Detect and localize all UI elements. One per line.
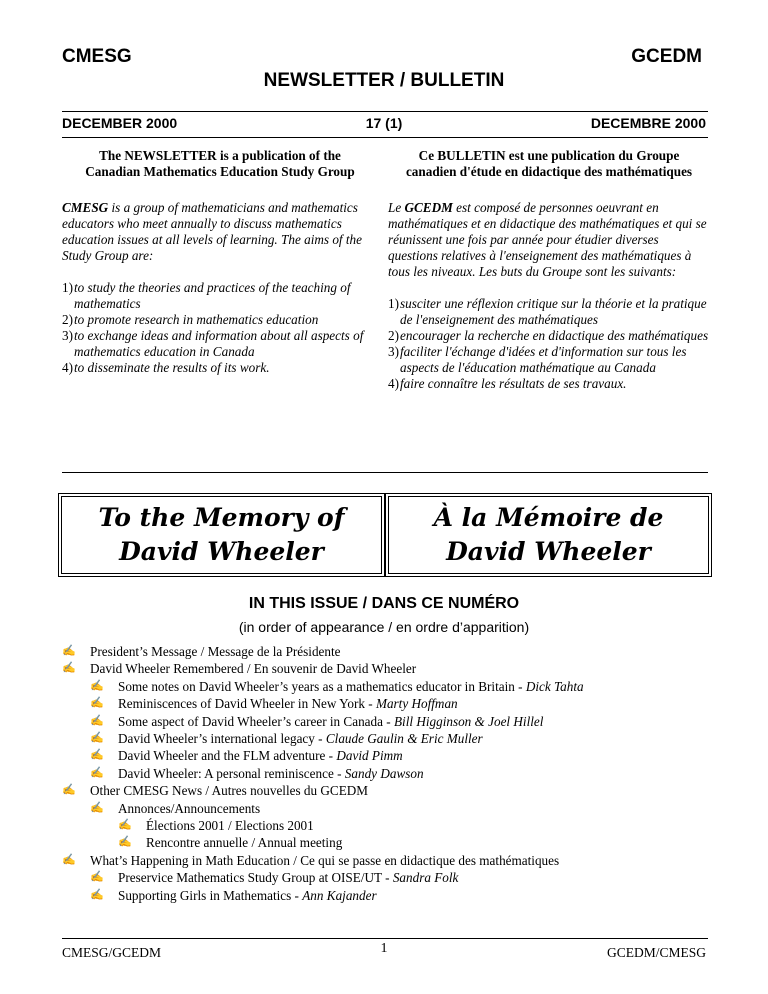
- toc-item-text: What’s Happening in Math Education / Ce qui se passe en didactique des mathématiques: [90, 852, 560, 868]
- english-aim-text: to promote research in mathematics education: [74, 312, 319, 327]
- divider-columns: [62, 472, 708, 473]
- french-intro-text: est composé de personnes oeuvrant en mathématiques et en didactique des mathématiques et qui se réunissent une fois par année pour étudier diverses questions relatives à l'enseignement des mathématiques à tous les niveaux. Les buts du Groupe sont les suivants:: [388, 200, 707, 279]
- french-intro-article: Le: [388, 200, 405, 215]
- toc-item-text: Other CMESG News / Autres nouvelles du GCEDM: [90, 783, 369, 799]
- header-left-acronym: CMESG: [62, 46, 132, 67]
- toc-item-text: Supporting Girls in Mathematics -: [118, 887, 303, 903]
- toc-item: [62, 869, 742, 886]
- toc-item: [62, 643, 742, 660]
- french-heading: [388, 148, 710, 180]
- english-aim: [62, 360, 378, 376]
- english-heading: [62, 148, 378, 180]
- writing-hand-icon: ✍: [90, 732, 104, 745]
- memorial-box-french: [385, 493, 712, 577]
- divider-top: [62, 111, 708, 112]
- english-intro-text: is a group of mathematicians and mathematics educators who meet annually to discuss mathematics education issues at all levels of learning. The aims of the Study Group are:: [62, 200, 362, 263]
- toc-item-text: President’s Message / Message de la Présidente: [90, 644, 341, 659]
- toc-item-text: Preservice Mathematics Study Group at OISE/UT -: [118, 870, 393, 886]
- in-this-issue-subheading: (in order of appearance / en ordre d’apparition): [238, 619, 530, 635]
- english-intro: [62, 200, 378, 264]
- divider-footer: [62, 938, 708, 939]
- french-aim: [388, 376, 710, 392]
- french-aims-list: [388, 296, 710, 392]
- french-aim-text: faire connaître les résultats de ses travaux.: [400, 376, 627, 391]
- writing-hand-icon: ✍: [90, 871, 104, 884]
- toc-item-text: David Wheeler’s international legacy -: [118, 731, 326, 747]
- english-aims-list: [62, 280, 378, 376]
- english-aim: [62, 280, 378, 312]
- toc-item-author: Claude Gaulin & Eric Muller: [325, 731, 483, 747]
- memorial-french-line2: David Wheeler: [446, 537, 651, 566]
- toc-item-author: Bill Higginson & Joel Hillel: [393, 713, 544, 729]
- toc-item: [62, 782, 742, 799]
- newsletter-title: NEWSLETTER / BULLETIN: [263, 70, 505, 91]
- toc-item: [62, 852, 742, 869]
- english-aim-number: 4): [62, 360, 73, 375]
- writing-hand-icon: ✍: [118, 836, 132, 849]
- english-org-name: CMESG: [62, 200, 109, 215]
- writing-hand-icon: ✍: [90, 714, 104, 727]
- toc-item-text: David Wheeler Remembered / En souvenir de David Wheeler: [90, 661, 417, 677]
- toc-item-text: Some notes on David Wheeler’s years as a mathematics educator in Britain -: [118, 678, 526, 694]
- writing-hand-icon: ✍: [90, 679, 104, 692]
- french-intro: [388, 200, 710, 280]
- french-heading-line1: Ce BULLETIN est une publication du Groupe: [418, 148, 680, 163]
- memorial-french-line1: À la Mémoire de: [433, 503, 664, 532]
- english-aim-text: to disseminate the results of its work.: [74, 360, 270, 375]
- writing-hand-icon: ✍: [90, 749, 104, 762]
- english-aim: [62, 312, 378, 328]
- french-org-name: GCEDM: [404, 200, 453, 215]
- french-aim-number: 4): [388, 376, 399, 391]
- toc-item: [62, 678, 742, 695]
- issue-date-english: DECEMBER 2000: [62, 115, 178, 131]
- writing-hand-icon: ✍: [90, 697, 104, 710]
- writing-hand-icon: ✍: [62, 645, 76, 657]
- english-aim-text: to study the theories and practices of the teaching of mathematics: [74, 280, 351, 311]
- french-aim-number: 1): [388, 296, 399, 311]
- french-aim-text: susciter une réflexion critique sur la théorie et la pratique de l'enseignement des mathématiques: [400, 296, 707, 327]
- toc-item-author: Dick Tahta: [525, 678, 584, 694]
- english-aim-text: to exchange ideas and information about all aspects of mathematics education in Canada: [74, 328, 364, 359]
- toc-item-author: Sandy Dawson: [344, 765, 424, 781]
- memorial-box-english: [58, 493, 385, 577]
- toc-item-text: Annonces/Announcements: [118, 800, 261, 816]
- toc-item-text: Some aspect of David Wheeler’s career in Canada -: [118, 713, 394, 729]
- footer-right-label: GCEDM/CMESG: [606, 945, 706, 960]
- toc-item-author: David Pimm: [336, 748, 403, 764]
- french-aim: [388, 344, 710, 376]
- english-aim-number: 1): [62, 280, 73, 295]
- french-aim-text: faciliter l'échange d'idées et d'information sur tous les aspects de l'éducation mathématique au Canada: [400, 344, 687, 375]
- english-column: [62, 148, 378, 376]
- toc-item-author: Marty Hoffman: [375, 696, 458, 712]
- toc-item: [62, 800, 742, 817]
- toc-item-text: Reminiscences of David Wheeler in New York -: [118, 696, 376, 712]
- footer-left-label: CMESG/GCEDM: [62, 945, 162, 960]
- writing-hand-icon: ✍: [62, 784, 76, 797]
- toc-item: [62, 747, 742, 764]
- writing-hand-icon: ✍: [118, 819, 132, 832]
- toc-item-text: Élections 2001 / Elections 2001: [146, 818, 314, 834]
- writing-hand-icon: ✍: [90, 801, 104, 814]
- table-of-contents: [62, 643, 742, 904]
- toc-item-author: Sandra Folk: [392, 870, 459, 886]
- toc-item: [62, 695, 742, 712]
- english-heading-line2: Canadian Mathematics Education Study Group: [85, 164, 355, 179]
- french-aim: [388, 328, 710, 344]
- toc-item: [62, 713, 742, 730]
- toc-item: [62, 817, 742, 834]
- writing-hand-icon: ✍: [90, 766, 104, 779]
- divider-dateline: [62, 137, 708, 138]
- french-aim-number: 3): [388, 344, 399, 359]
- toc-item-author: Ann Kajander: [302, 887, 377, 903]
- in-this-issue-heading: IN THIS ISSUE / DANS CE NUMÉRO: [248, 595, 520, 612]
- toc-item-text: David Wheeler and the FLM adventure -: [118, 748, 337, 764]
- toc-item: [62, 660, 742, 677]
- toc-item: [62, 834, 742, 851]
- french-aim-text: encourager la recherche en didactique des mathématiques: [400, 328, 709, 343]
- french-heading-line2: canadien d'étude en didactique des mathématiques: [405, 164, 693, 179]
- header-right-acronym: GCEDM: [631, 46, 702, 67]
- french-aim-number: 2): [388, 328, 399, 343]
- english-aim-number: 2): [62, 312, 73, 327]
- english-aim-number: 3): [62, 328, 73, 343]
- toc-item: [62, 887, 742, 904]
- page-number: 1: [380, 941, 388, 956]
- toc-item: [62, 730, 742, 747]
- writing-hand-icon: ✍: [62, 853, 76, 866]
- french-aim: [388, 296, 710, 328]
- writing-hand-icon: ✍: [62, 662, 76, 675]
- memorial-english-line2: David Wheeler: [119, 537, 324, 566]
- toc-item-text: Rencontre annuelle / Annual meeting: [146, 835, 343, 851]
- english-heading-line1: The NEWSLETTER is a publication of the: [99, 148, 341, 163]
- memorial-english-line1: To the Memory of: [98, 503, 345, 532]
- issue-volume: 17 (1): [365, 115, 403, 131]
- french-column: [388, 148, 710, 392]
- writing-hand-icon: ✍: [90, 888, 104, 901]
- english-aim: [62, 328, 378, 360]
- toc-item-text: David Wheeler: A personal reminiscence -: [118, 765, 345, 781]
- toc-item: [62, 765, 742, 782]
- issue-date-french: DECEMBRE 2000: [590, 115, 706, 131]
